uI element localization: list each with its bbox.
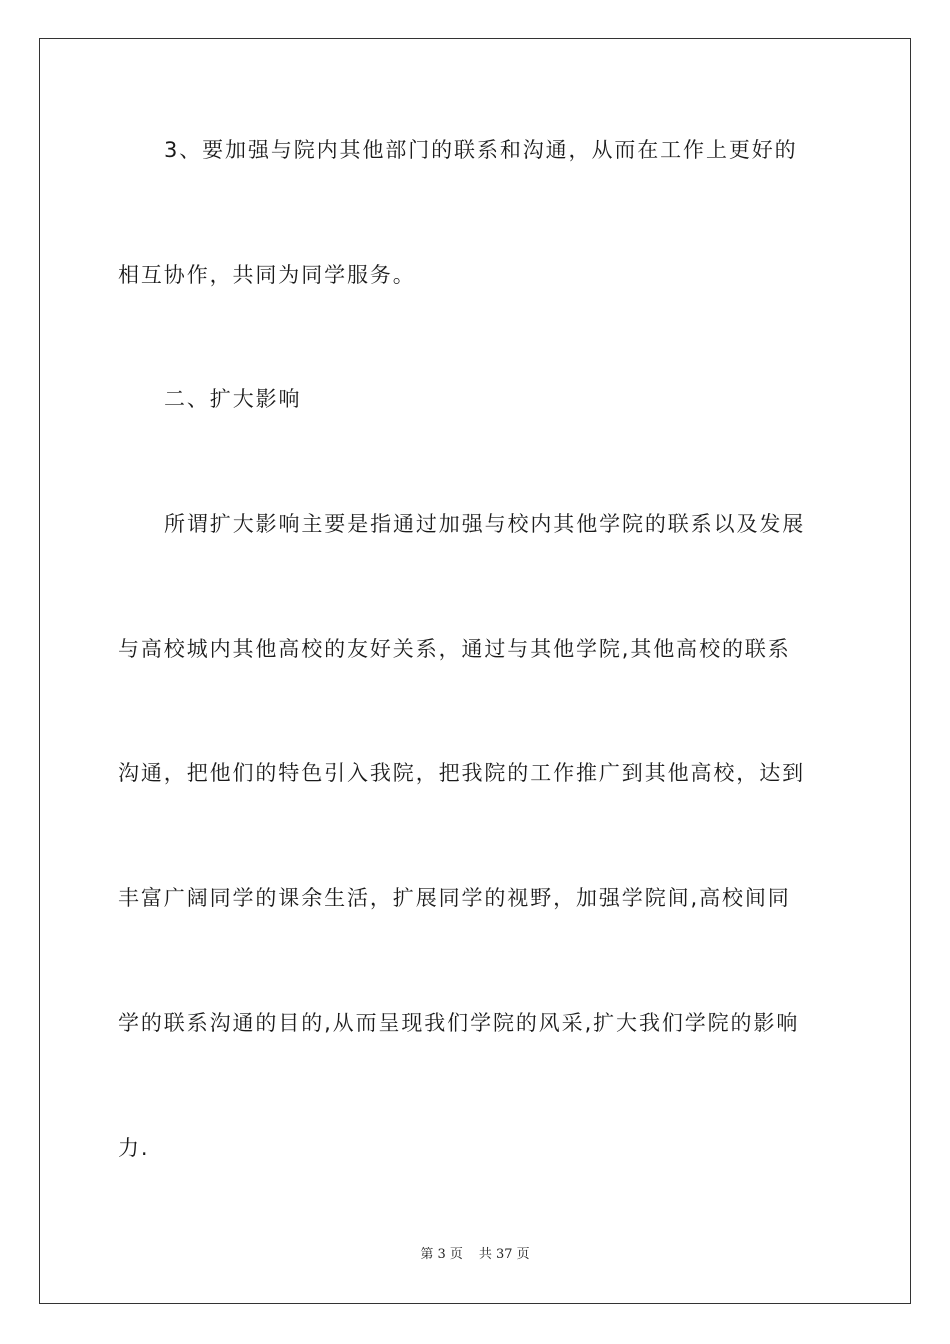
paragraph-line-1: 3、要加强与院内其他部门的联系和沟通，从而在工作上更好的 bbox=[164, 138, 798, 162]
paragraph-line-4: 所谓扩大影响主要是指通过加强与校内其他学院的联系以及发展 bbox=[164, 512, 806, 536]
page-total: 共 37 页 bbox=[478, 1247, 530, 1262]
page-footer bbox=[0, 1246, 950, 1264]
paragraph-line-6: 沟通，把他们的特色引入我院，把我院的工作推广到其他高校，达到 bbox=[118, 761, 805, 785]
paragraph-line-5: 与高校城内其他高校的友好关系，通过与其他学院,其他高校的联系 bbox=[118, 637, 791, 661]
paragraph-line-9: 力. bbox=[118, 1136, 150, 1160]
page-number: 第 3 页 bbox=[420, 1247, 463, 1262]
paragraph-line-2: 相互协作，共同为同学服务。 bbox=[118, 263, 416, 287]
page-border bbox=[39, 38, 911, 1304]
section-heading: 二、扩大影响 bbox=[164, 387, 302, 411]
paragraph-line-8: 学的联系沟通的目的,从而呈现我们学院的风采,扩大我们学院的影响 bbox=[118, 1011, 800, 1035]
paragraph-line-7: 丰富广阔同学的课余生活，扩展同学的视野，加强学院间,高校间同 bbox=[118, 886, 791, 910]
